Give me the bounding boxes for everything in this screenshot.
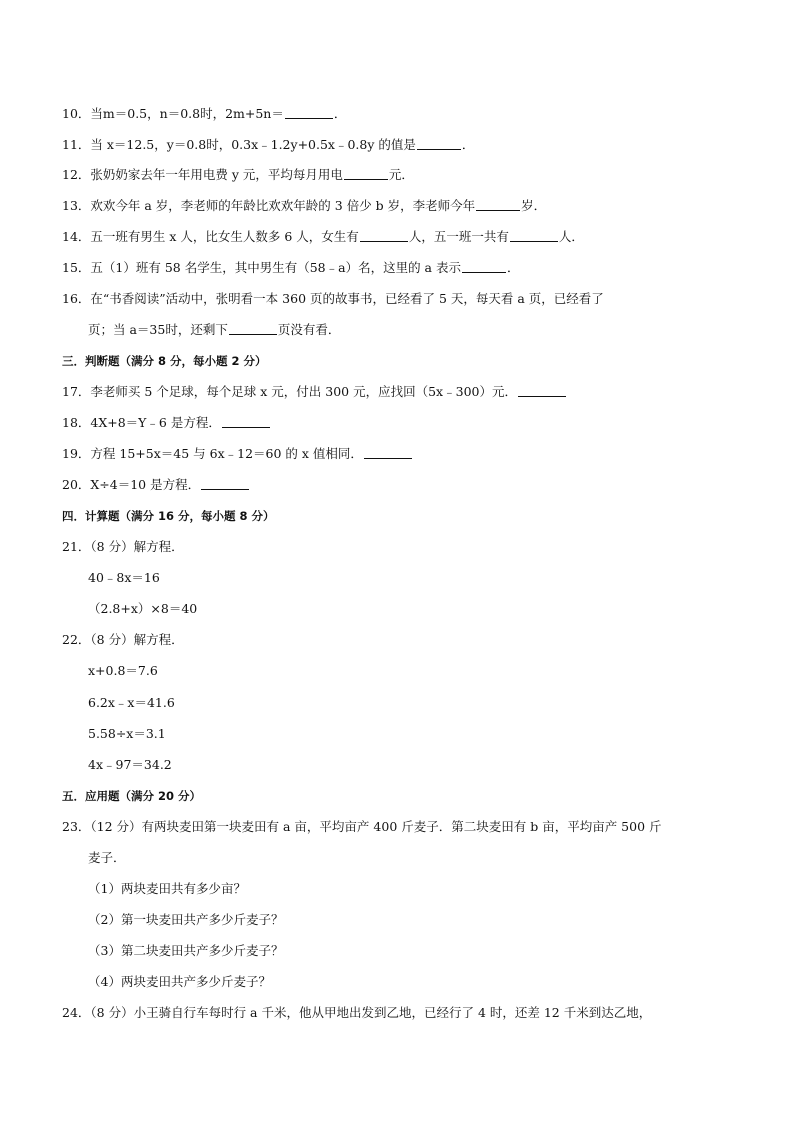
answer-blank[interactable] <box>344 167 388 180</box>
question-24: 24．（8 分）小王骑自行车每时行 a 千米，他从甲地出发到乙地，已经行了 4 时，还差 12 千米到达乙地， <box>62 1005 652 1020</box>
question-19: 19．方程 15+5x＝45 与 6x﹣12＝60 的 x 值相同． <box>62 446 413 462</box>
question-11: 11．当 x＝12.5，y＝0.8时，0.3x﹣1.2y+0.5x﹣0.8y 的值是 ． <box>62 137 475 152</box>
question-23: 23．（12 分）有两块麦田第一块麦田有 a 亩，平均亩产 400 斤麦子．第二块麦田有 b 亩，平均亩产 500 斤 <box>62 819 662 834</box>
section-5-heading: 五．应用题（满分 20 分） <box>62 789 202 803</box>
answer-blank[interactable] <box>462 260 506 273</box>
section-4-heading: 四．计算题（满分 16 分，每小题 8 分） <box>62 509 275 523</box>
question-21-title: 21．（8 分）解方程． <box>62 539 184 554</box>
question-13: 13．欢欢今年 a 岁，李老师的年龄比欢欢年龄的 3 倍少 b 岁，李老师今年 岁． <box>62 198 547 213</box>
answer-blank[interactable] <box>222 415 270 428</box>
sub-question: （4）两块麦田共产多少斤麦子？ <box>88 974 271 989</box>
question-12: 12．张奶奶家去年一年用电费 y 元，平均每月用电 元． <box>62 167 414 182</box>
equation: （2.8+x）×8＝40 <box>88 601 198 616</box>
answer-blank[interactable] <box>229 322 277 335</box>
section-3-heading: 三．判断题（满分 8 分，每小题 2 分） <box>62 354 267 368</box>
answer-blank[interactable] <box>360 229 408 242</box>
answer-blank[interactable] <box>476 198 520 211</box>
answer-blank[interactable] <box>201 477 249 490</box>
answer-blank[interactable] <box>518 384 566 397</box>
sub-question: （3）第二块麦田共产多少斤麦子？ <box>88 943 284 958</box>
question-10: 10．当m＝0.5，n＝0.8时，2m+5n＝ ． <box>62 106 347 121</box>
question-14: 14．五一班有男生 x 人，比女生人数多 6 人，女生有 人，五一班一共有 人． <box>62 229 584 244</box>
sub-question: （2）第一块麦田共产多少斤麦子？ <box>88 912 284 927</box>
sub-question: （1）两块麦田共有多少亩？ <box>88 881 246 896</box>
question-17: 17．李老师买 5 个足球，每个足球 x 元，付出 300 元，应找回（5x﹣300）元． <box>62 384 567 400</box>
equation: 5.58÷x＝3.1 <box>88 726 166 741</box>
question-15: 15．五（1）班有 58 名学生，其中男生有（58﹣a）名，这里的 a 表示 ． <box>62 260 520 275</box>
answer-blank[interactable] <box>510 229 558 242</box>
question-20: 20．X÷4＝10 是方程． <box>62 477 250 493</box>
question-23-cont: 麦子． <box>88 850 126 865</box>
question-22-title: 22．（8 分）解方程． <box>62 632 184 647</box>
question-16: 16．在“书香阅读”活动中，张明看一本 360 页的故事书，已经看了 5 天，每天看 a 页，已经看了 <box>62 291 604 306</box>
answer-blank[interactable] <box>364 446 412 459</box>
equation: x+0.8＝7.6 <box>88 663 158 678</box>
question-16-cont: 页；当 a＝35时，还剩下 页没有看． <box>88 322 341 337</box>
equation: 40﹣8x＝16 <box>88 570 160 585</box>
question-18: 18．4X+8＝Y﹣6 是方程． <box>62 415 271 431</box>
equation: 6.2x﹣x＝41.6 <box>88 695 175 710</box>
answer-blank[interactable] <box>417 137 461 150</box>
equation: 4x﹣97＝34.2 <box>88 757 172 772</box>
answer-blank[interactable] <box>285 106 333 119</box>
